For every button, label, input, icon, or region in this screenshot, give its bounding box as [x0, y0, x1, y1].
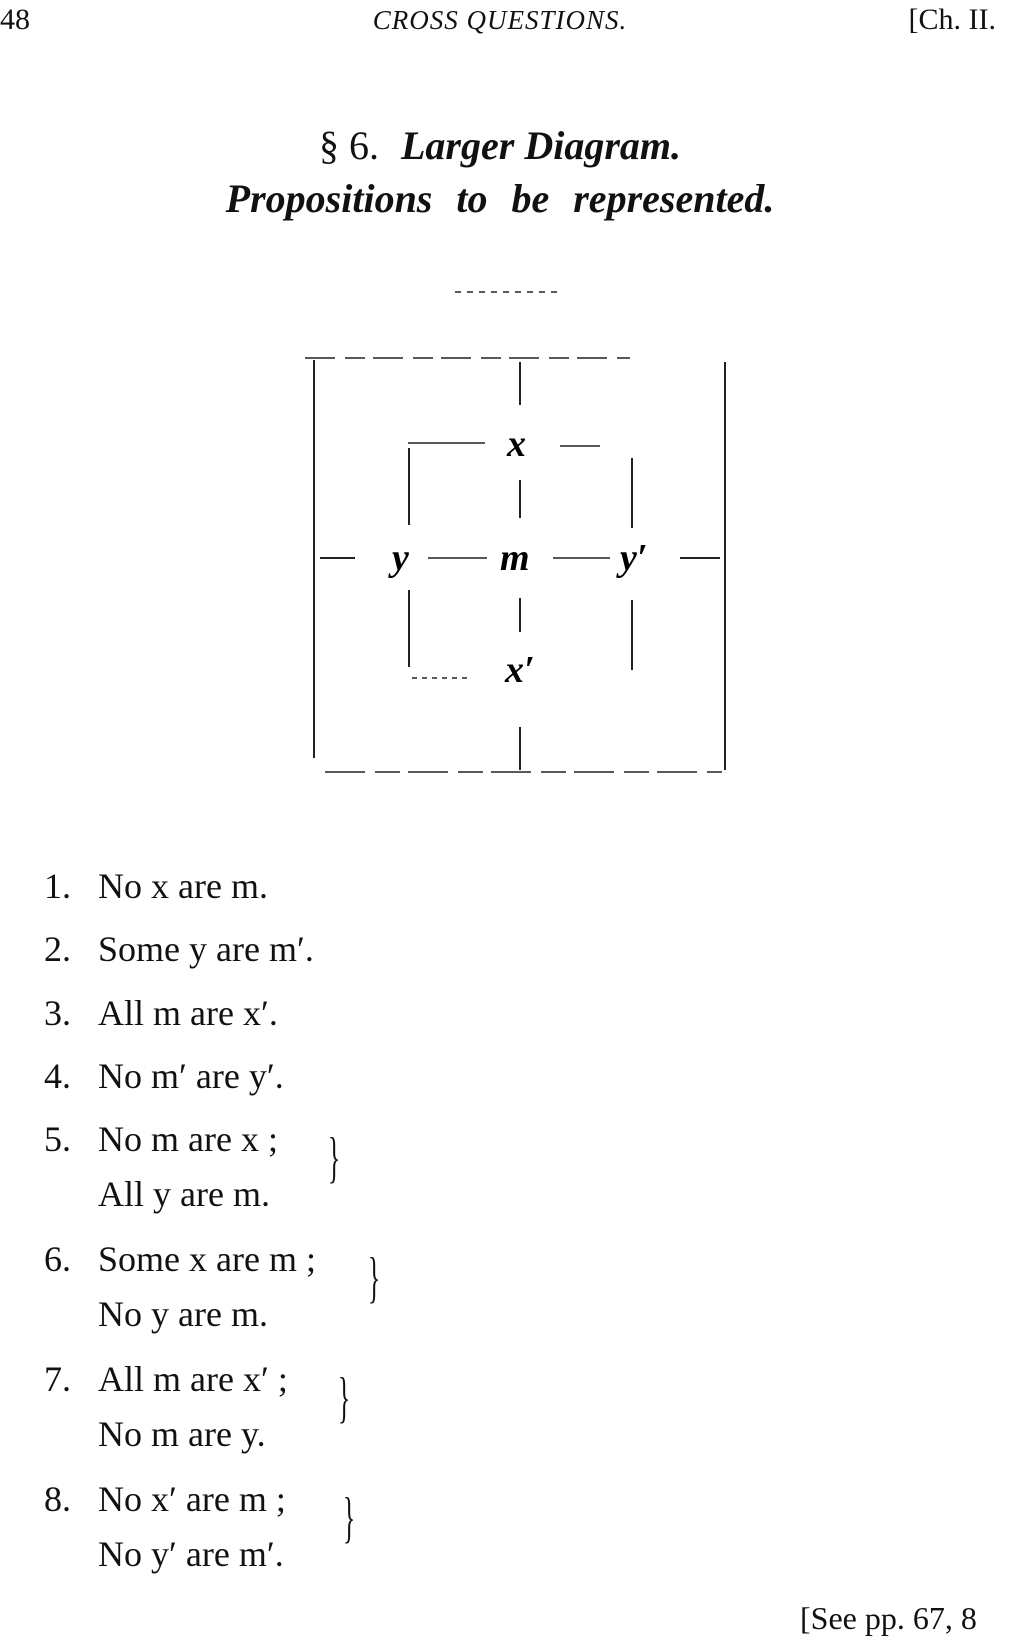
proposition-number: 7.	[44, 1359, 71, 1399]
label-x: x	[507, 423, 526, 465]
chapter-label: [Ch. II.	[908, 3, 996, 36]
proposition-line: No y are m.	[98, 1294, 268, 1334]
right-brace-icon: }	[343, 1487, 356, 1549]
proposition-number: 4.	[44, 1056, 71, 1096]
proposition-line: No m′ are y′.	[98, 1056, 284, 1096]
label-y-prime: y′	[620, 537, 648, 579]
section-heading: Larger Diagram.	[401, 123, 681, 168]
proposition-number: 2.	[44, 929, 71, 969]
label-x-prime: x′	[505, 649, 535, 691]
proposition-number: 5.	[44, 1119, 71, 1159]
proposition-line: Some y are m′.	[98, 929, 314, 969]
proposition-number: 6.	[44, 1239, 71, 1279]
section-subtitle: Propositions to be represented.	[225, 176, 775, 221]
proposition-line: No y′ are m′.	[98, 1534, 284, 1574]
footer-reference: [See pp. 67, 8	[800, 1600, 977, 1636]
page-number: 48	[0, 3, 30, 36]
section-number: § 6.	[319, 123, 379, 168]
proposition-line: All m are x′.	[98, 993, 278, 1033]
proposition-line: No m are y.	[98, 1414, 266, 1454]
proposition-number: 8.	[44, 1479, 71, 1519]
right-brace-icon: }	[368, 1247, 381, 1309]
proposition-number: 1.	[44, 866, 71, 906]
right-brace-icon: }	[338, 1367, 351, 1429]
proposition-line: No m are x ;	[98, 1119, 278, 1159]
larger-diagram	[0, 0, 1036, 820]
proposition-line: All y are m.	[98, 1174, 270, 1214]
proposition-line: All m are x′ ;	[98, 1359, 288, 1399]
label-m: m	[500, 537, 530, 579]
proposition-line: No x are m.	[98, 866, 268, 906]
right-brace-icon: }	[328, 1127, 341, 1189]
proposition-number: 3.	[44, 993, 71, 1033]
proposition-line: Some x are m ;	[98, 1239, 316, 1279]
running-title: CROSS QUESTIONS.	[372, 5, 628, 35]
label-y: y	[392, 537, 409, 579]
proposition-line: No x′ are m ;	[98, 1479, 286, 1519]
